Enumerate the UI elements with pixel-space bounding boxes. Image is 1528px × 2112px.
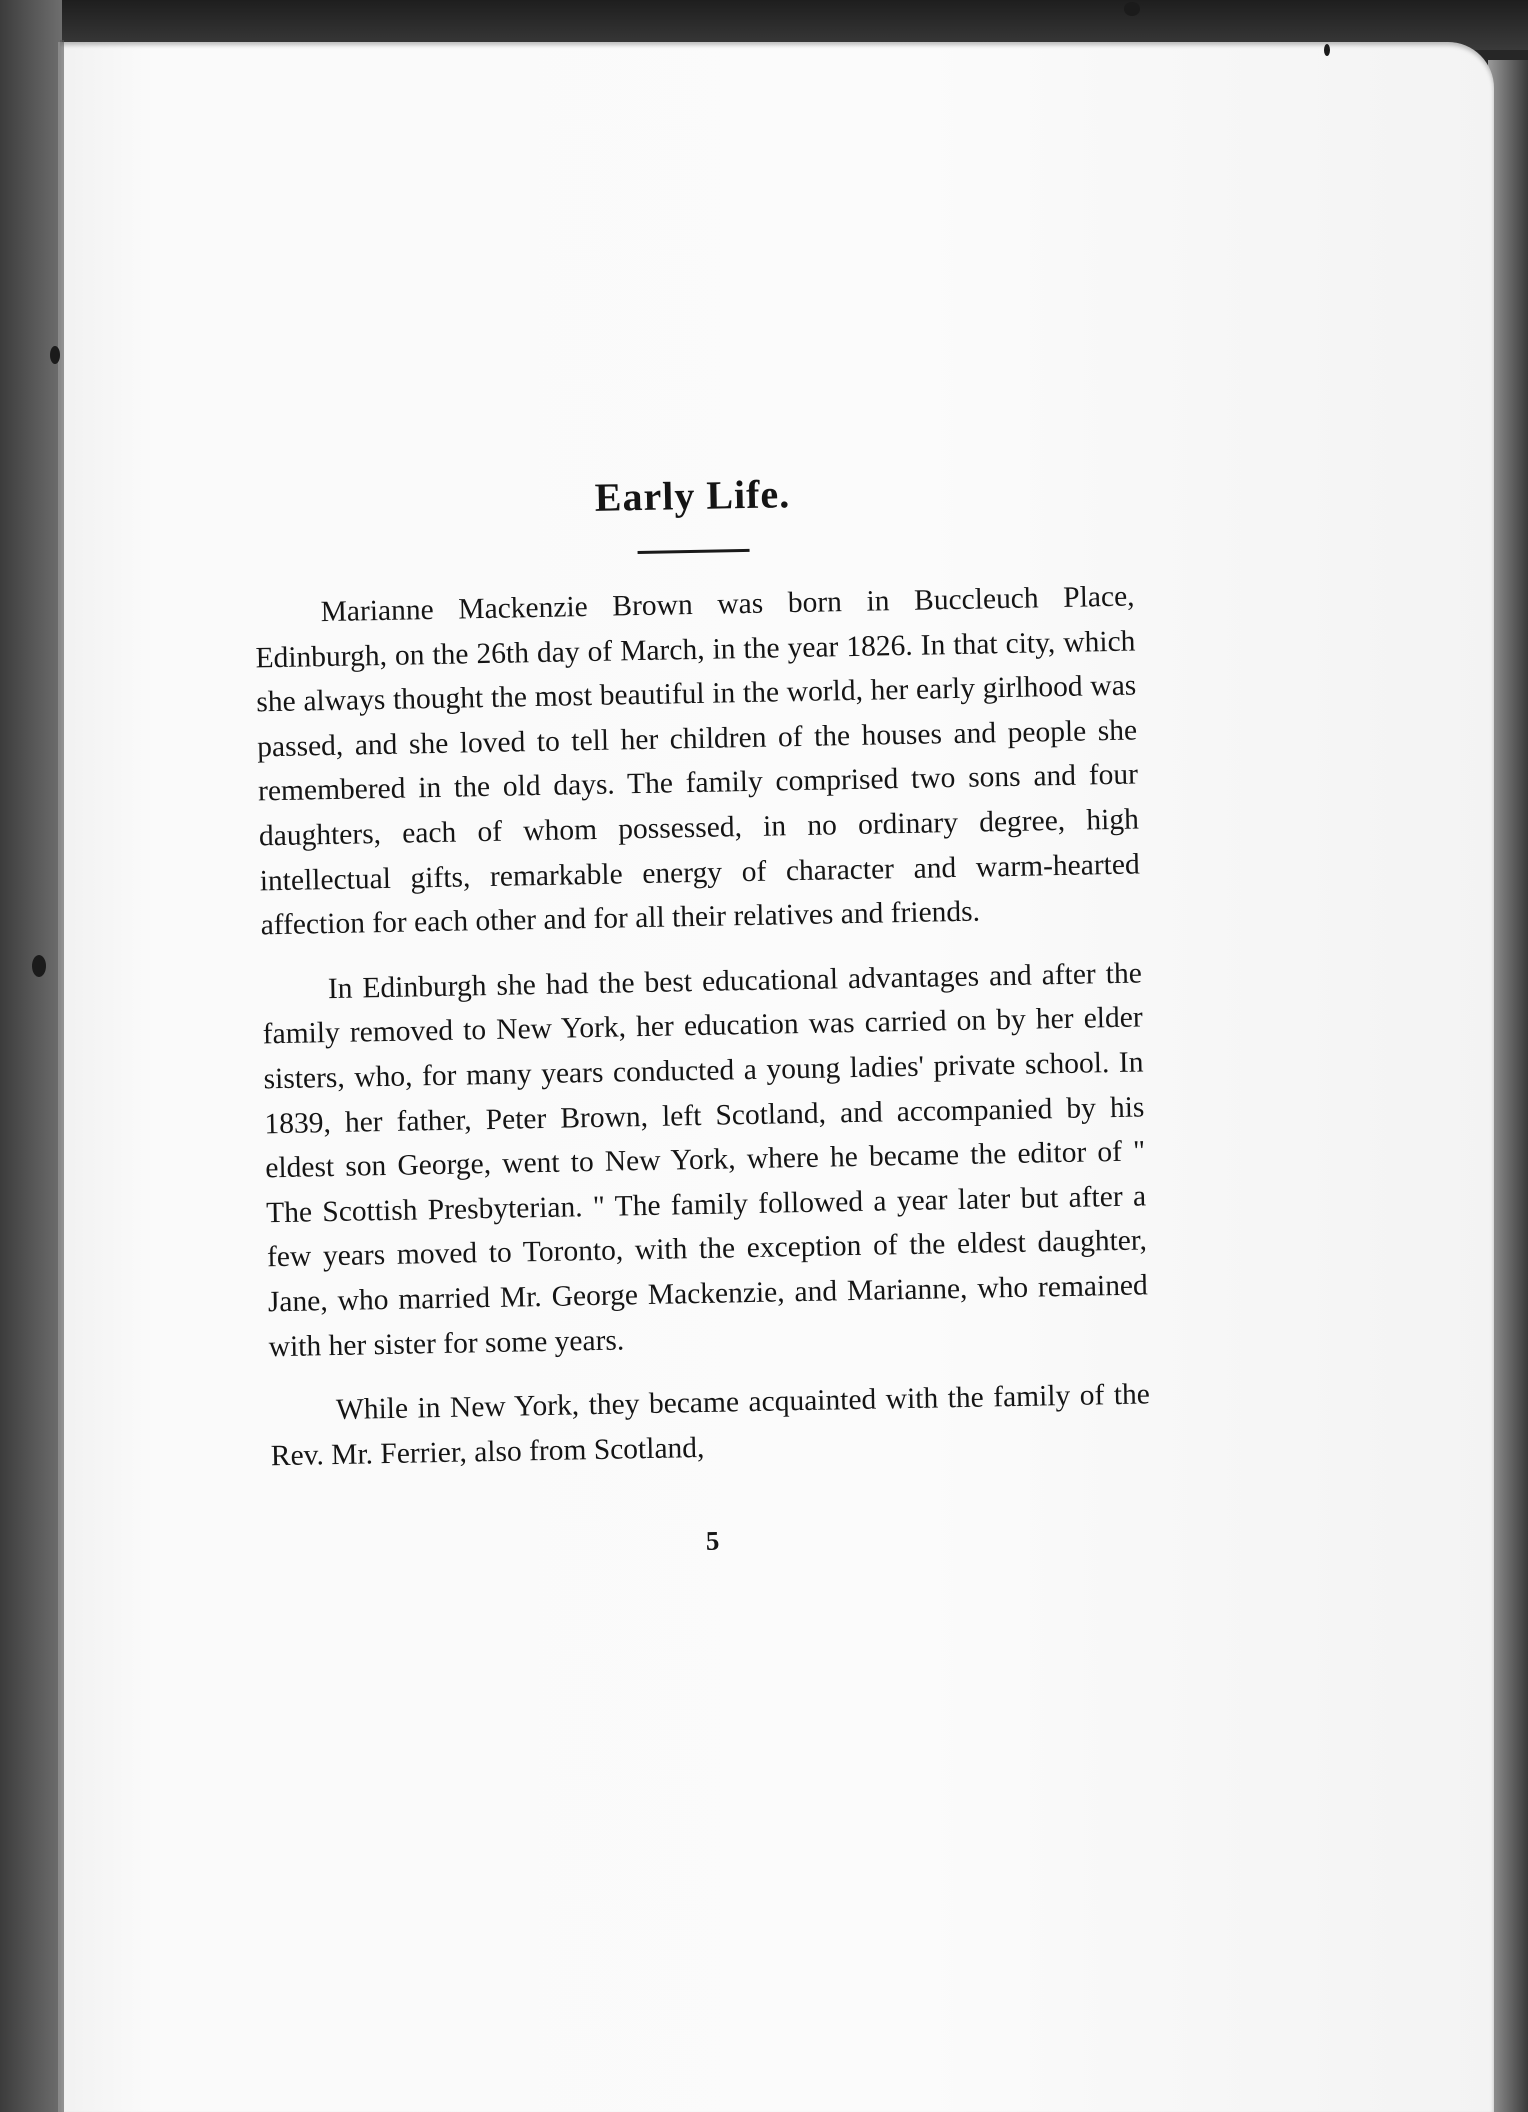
page-text-block [252, 462, 1153, 1566]
paragraph-2: In Edinburgh she had the best educational advantages and after the family removed to New York, her education was carried on by her elder sisters, who, for many years conducted a young ladies' private school. In 1839, her father, Peter Brown, left Scotland, and accompanied by his eldest son George, went to New York, where he became the editor of " The Scottish Presbyterian. " The family followed a year later but after a few years moved to Toronto, with the exception of the eldest daughter, Jane, who married Mr. George Mackenzie, and Marianne, who remained with her sister for some years. [262, 957, 1149, 1363]
page-number: 5 [705, 1525, 720, 1557]
paragraph-1: Marianne Mackenzie Brown was born in Buccleuch Place, Edinburgh, on the 26th day of March, in the year 1826. In that city, which she always thought the most beautiful in the world, her early girlhood was passed, and she loved to tell her children of the houses and people she remembered in the old days. The family comprised two sons and four daughters, each of whom possessed, in no ordinary degree, high intellectual gifts, remarkable energy of character and warm-hearted affection for each other and for all their relatives and friends. [255, 580, 1140, 942]
scan-speck [32, 955, 46, 977]
paragraph-3: While in New York, they became acquainted with the family of the Rev. Mr. Ferrier, also from Scotland, [270, 1378, 1151, 1472]
scan-speck [50, 346, 60, 364]
scan-speck [1324, 44, 1330, 56]
binding-line [60, 40, 64, 2112]
right-page-edge [1488, 60, 1528, 2112]
chapter-title: Early Life. [594, 471, 791, 520]
scan-speck [1124, 2, 1140, 16]
left-gutter [0, 0, 62, 2112]
title-rule [638, 549, 750, 554]
